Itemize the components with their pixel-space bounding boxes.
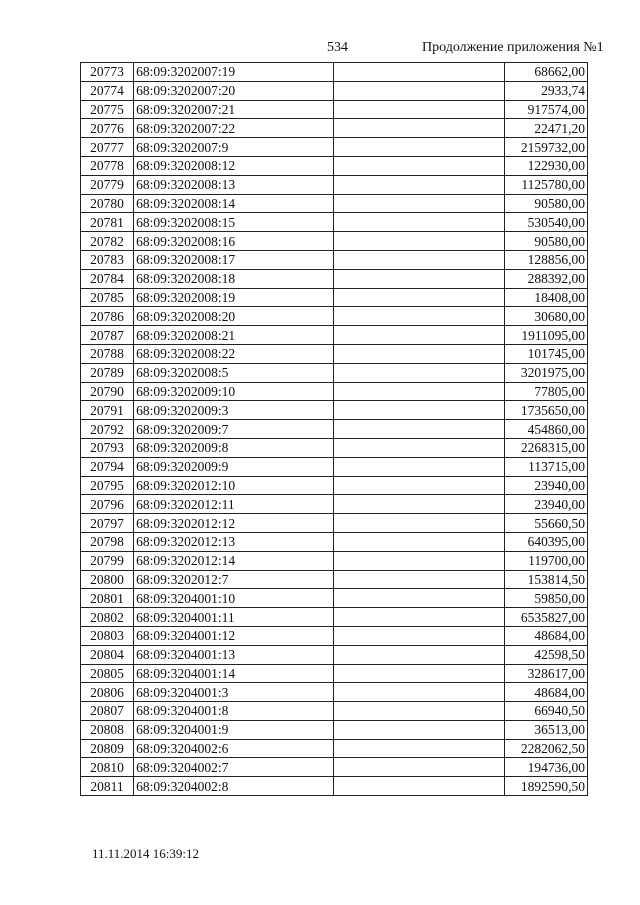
cadastral-number-cell: 68:09:3202007:21: [134, 100, 334, 119]
cadastral-number-cell: 68:09:3202012:12: [134, 514, 334, 533]
cadastral-value-cell: 328617,00: [504, 664, 587, 683]
cadastral-value-cell: 2933,74: [504, 81, 587, 100]
table-row: [81, 532, 588, 551]
cadastral-number-cell: 68:09:3202009:7: [134, 420, 334, 439]
cadastral-number-cell: 68:09:3202009:8: [134, 438, 334, 457]
table-row: [81, 645, 588, 664]
cadastral-value-cell: 119700,00: [504, 551, 587, 570]
row-number-cell: 20796: [81, 495, 134, 514]
row-number-cell: 20791: [81, 401, 134, 420]
cadastral-value-cell: 2282062,50: [504, 739, 587, 758]
blank-cell: [334, 551, 504, 570]
row-number-cell: 20783: [81, 250, 134, 269]
cadastral-number-cell: 68:09:3204002:7: [134, 758, 334, 777]
cadastral-value-cell: 640395,00: [504, 532, 587, 551]
row-number-cell: 20779: [81, 175, 134, 194]
row-number-cell: 20811: [81, 777, 134, 796]
row-number-cell: 20810: [81, 758, 134, 777]
table-row: [81, 476, 588, 495]
cadastral-value-cell: 3201975,00: [504, 363, 587, 382]
row-number-cell: 20784: [81, 269, 134, 288]
row-number-cell: 20786: [81, 307, 134, 326]
print-timestamp: 11.11.2014 16:39:12: [92, 846, 200, 861]
cadastral-number-cell: 68:09:3202007:19: [134, 63, 334, 82]
table-row: [81, 194, 588, 213]
blank-cell: [334, 307, 504, 326]
table-row: [81, 100, 588, 119]
row-number-cell: 20787: [81, 326, 134, 345]
blank-cell: [334, 777, 504, 796]
blank-cell: [334, 420, 504, 439]
row-number-cell: 20807: [81, 702, 134, 721]
cadastral-value-cell: 55660,50: [504, 514, 587, 533]
cadastral-number-cell: 68:09:3202008:13: [134, 175, 334, 194]
cadastral-number-cell: 68:09:3202008:20: [134, 307, 334, 326]
row-number-cell: 20800: [81, 570, 134, 589]
row-number-cell: 20809: [81, 739, 134, 758]
cadastral-number-cell: 68:09:3202007:20: [134, 81, 334, 100]
cadastral-value-cell: 36513,00: [504, 720, 587, 739]
page-header: [0, 40, 640, 60]
blank-cell: [334, 626, 504, 645]
table-row: [81, 175, 588, 194]
row-number-cell: 20803: [81, 626, 134, 645]
row-number-cell: 20799: [81, 551, 134, 570]
blank-cell: [334, 119, 504, 138]
blank-cell: [334, 702, 504, 721]
blank-cell: [334, 156, 504, 175]
row-number-cell: 20792: [81, 420, 134, 439]
cadastral-number-cell: 68:09:3202012:10: [134, 476, 334, 495]
table-row: [81, 514, 588, 533]
cadastral-value-cell: 48684,00: [504, 626, 587, 645]
cadastral-value-cell: 77805,00: [504, 382, 587, 401]
blank-cell: [334, 645, 504, 664]
blank-cell: [334, 438, 504, 457]
cadastral-number-cell: 68:09:3204001:13: [134, 645, 334, 664]
cadastral-value-cell: 122930,00: [504, 156, 587, 175]
table-row: [81, 156, 588, 175]
cadastral-value-cell: 113715,00: [504, 457, 587, 476]
row-number-cell: 20785: [81, 288, 134, 307]
cadastral-number-cell: 68:09:3202007:9: [134, 138, 334, 157]
blank-cell: [334, 739, 504, 758]
appendix-note: Продолжение приложения №1: [422, 40, 604, 55]
blank-cell: [334, 664, 504, 683]
cadastral-value-cell: 6535827,00: [504, 608, 587, 627]
table-row: [81, 344, 588, 363]
table-row: [81, 213, 588, 232]
row-number-cell: 20806: [81, 683, 134, 702]
blank-cell: [334, 476, 504, 495]
row-number-cell: 20798: [81, 532, 134, 551]
table-row: [81, 420, 588, 439]
cadastral-number-cell: 68:09:3202008:12: [134, 156, 334, 175]
cadastral-value-cell: 22471,20: [504, 119, 587, 138]
row-number-cell: 20776: [81, 119, 134, 138]
blank-cell: [334, 401, 504, 420]
table-row: [81, 307, 588, 326]
row-number-cell: 20795: [81, 476, 134, 495]
table-row: [81, 119, 588, 138]
table-row: [81, 758, 588, 777]
cadastral-value-cell: 917574,00: [504, 100, 587, 119]
table-row: [81, 382, 588, 401]
blank-cell: [334, 63, 504, 82]
row-number-cell: 20797: [81, 514, 134, 533]
blank-cell: [334, 457, 504, 476]
row-number-cell: 20780: [81, 194, 134, 213]
cadastral-value-cell: 48684,00: [504, 683, 587, 702]
cadastral-value-cell: 1125780,00: [504, 175, 587, 194]
cadastral-number-cell: 68:09:3202008:14: [134, 194, 334, 213]
table-row: [81, 81, 588, 100]
cadastral-number-cell: 68:09:3204001:3: [134, 683, 334, 702]
cadastral-value-cell: 30680,00: [504, 307, 587, 326]
table-row: [81, 551, 588, 570]
cadastral-number-cell: 68:09:3202012:13: [134, 532, 334, 551]
cadastral-number-cell: 68:09:3202008:18: [134, 269, 334, 288]
blank-cell: [334, 326, 504, 345]
blank-cell: [334, 570, 504, 589]
blank-cell: [334, 363, 504, 382]
cadastral-number-cell: 68:09:3204001:14: [134, 664, 334, 683]
row-number-cell: 20781: [81, 213, 134, 232]
cadastral-number-cell: 68:09:3204001:11: [134, 608, 334, 627]
cadastral-number-cell: 68:09:3202012:11: [134, 495, 334, 514]
table-row: [81, 63, 588, 82]
cadastral-value-cell: 42598,50: [504, 645, 587, 664]
table-row: [81, 720, 588, 739]
blank-cell: [334, 213, 504, 232]
cadastral-number-cell: 68:09:3204001:12: [134, 626, 334, 645]
blank-cell: [334, 250, 504, 269]
cadastral-number-cell: 68:09:3202012:7: [134, 570, 334, 589]
cadastral-value-cell: 2268315,00: [504, 438, 587, 457]
cadastral-number-cell: 68:09:3202008:15: [134, 213, 334, 232]
row-number-cell: 20808: [81, 720, 134, 739]
cadastral-value-cell: 1911095,00: [504, 326, 587, 345]
cadastral-value-cell: 66940,50: [504, 702, 587, 721]
cadastral-value-cell: 2159732,00: [504, 138, 587, 157]
blank-cell: [334, 81, 504, 100]
cadastral-number-cell: 68:09:3204002:8: [134, 777, 334, 796]
cadastral-value-cell: 90580,00: [504, 194, 587, 213]
row-number-cell: 20774: [81, 81, 134, 100]
cadastral-value-cell: 454860,00: [504, 420, 587, 439]
cadastral-value-cell: 101745,00: [504, 344, 587, 363]
table-row: [81, 288, 588, 307]
cadastral-number-cell: 68:09:3204001:9: [134, 720, 334, 739]
blank-cell: [334, 138, 504, 157]
table-row: [81, 401, 588, 420]
cadastral-value-cell: 128856,00: [504, 250, 587, 269]
cadastral-number-cell: 68:09:3202009:9: [134, 457, 334, 476]
row-number-cell: 20794: [81, 457, 134, 476]
cadastral-value-cell: 18408,00: [504, 288, 587, 307]
cadastral-number-cell: 68:09:3202008:21: [134, 326, 334, 345]
row-number-cell: 20801: [81, 589, 134, 608]
cadastral-number-cell: 68:09:3204001:8: [134, 702, 334, 721]
blank-cell: [334, 382, 504, 401]
blank-cell: [334, 288, 504, 307]
row-number-cell: 20788: [81, 344, 134, 363]
blank-cell: [334, 232, 504, 251]
blank-cell: [334, 194, 504, 213]
cadastral-number-cell: 68:09:3202009:3: [134, 401, 334, 420]
table-row: [81, 608, 588, 627]
blank-cell: [334, 683, 504, 702]
row-number-cell: 20790: [81, 382, 134, 401]
cadastral-number-cell: 68:09:3204002:6: [134, 739, 334, 758]
table-row: [81, 438, 588, 457]
cadastral-number-cell: 68:09:3202007:22: [134, 119, 334, 138]
cadastral-value-table: [80, 62, 588, 796]
row-number-cell: 20777: [81, 138, 134, 157]
table-row: [81, 589, 588, 608]
row-number-cell: 20789: [81, 363, 134, 382]
table-row: [81, 250, 588, 269]
blank-cell: [334, 532, 504, 551]
blank-cell: [334, 758, 504, 777]
row-number-cell: 20775: [81, 100, 134, 119]
table-row: [81, 570, 588, 589]
table-row: [81, 683, 588, 702]
cadastral-number-cell: 68:09:3202012:14: [134, 551, 334, 570]
row-number-cell: 20804: [81, 645, 134, 664]
cadastral-value-cell: 530540,00: [504, 213, 587, 232]
table-row: [81, 664, 588, 683]
row-number-cell: 20805: [81, 664, 134, 683]
table-row: [81, 702, 588, 721]
table-row: [81, 138, 588, 157]
table-row: [81, 232, 588, 251]
table-row: [81, 739, 588, 758]
blank-cell: [334, 720, 504, 739]
cadastral-number-cell: 68:09:3202008:16: [134, 232, 334, 251]
table-row: [81, 626, 588, 645]
blank-cell: [334, 589, 504, 608]
table-row: [81, 269, 588, 288]
blank-cell: [334, 175, 504, 194]
cadastral-value-cell: 288392,00: [504, 269, 587, 288]
table-row: [81, 326, 588, 345]
blank-cell: [334, 514, 504, 533]
cadastral-number-cell: 68:09:3202008:22: [134, 344, 334, 363]
blank-cell: [334, 344, 504, 363]
blank-cell: [334, 269, 504, 288]
table-body: [81, 63, 588, 796]
cadastral-number-cell: 68:09:3204001:10: [134, 589, 334, 608]
row-number-cell: 20773: [81, 63, 134, 82]
cadastral-value-cell: 194736,00: [504, 758, 587, 777]
cadastral-value-cell: 23940,00: [504, 476, 587, 495]
cadastral-number-cell: 68:09:3202008:17: [134, 250, 334, 269]
cadastral-value-cell: 1892590,50: [504, 777, 587, 796]
blank-cell: [334, 100, 504, 119]
cadastral-value-cell: 59850,00: [504, 589, 587, 608]
cadastral-number-cell: 68:09:3202009:10: [134, 382, 334, 401]
row-number-cell: 20778: [81, 156, 134, 175]
row-number-cell: 20793: [81, 438, 134, 457]
table-row: [81, 457, 588, 476]
cadastral-value-cell: 68662,00: [504, 63, 587, 82]
cadastral-number-cell: 68:09:3202008:19: [134, 288, 334, 307]
cadastral-value-cell: 153814,50: [504, 570, 587, 589]
table-row: [81, 777, 588, 796]
cadastral-value-cell: 23940,00: [504, 495, 587, 514]
table-row: [81, 363, 588, 382]
table-row: [81, 495, 588, 514]
cadastral-value-cell: 90580,00: [504, 232, 587, 251]
row-number-cell: 20802: [81, 608, 134, 627]
cadastral-value-cell: 1735650,00: [504, 401, 587, 420]
row-number-cell: 20782: [81, 232, 134, 251]
blank-cell: [334, 608, 504, 627]
blank-cell: [334, 495, 504, 514]
page-number: 534: [327, 40, 348, 55]
cadastral-number-cell: 68:09:3202008:5: [134, 363, 334, 382]
